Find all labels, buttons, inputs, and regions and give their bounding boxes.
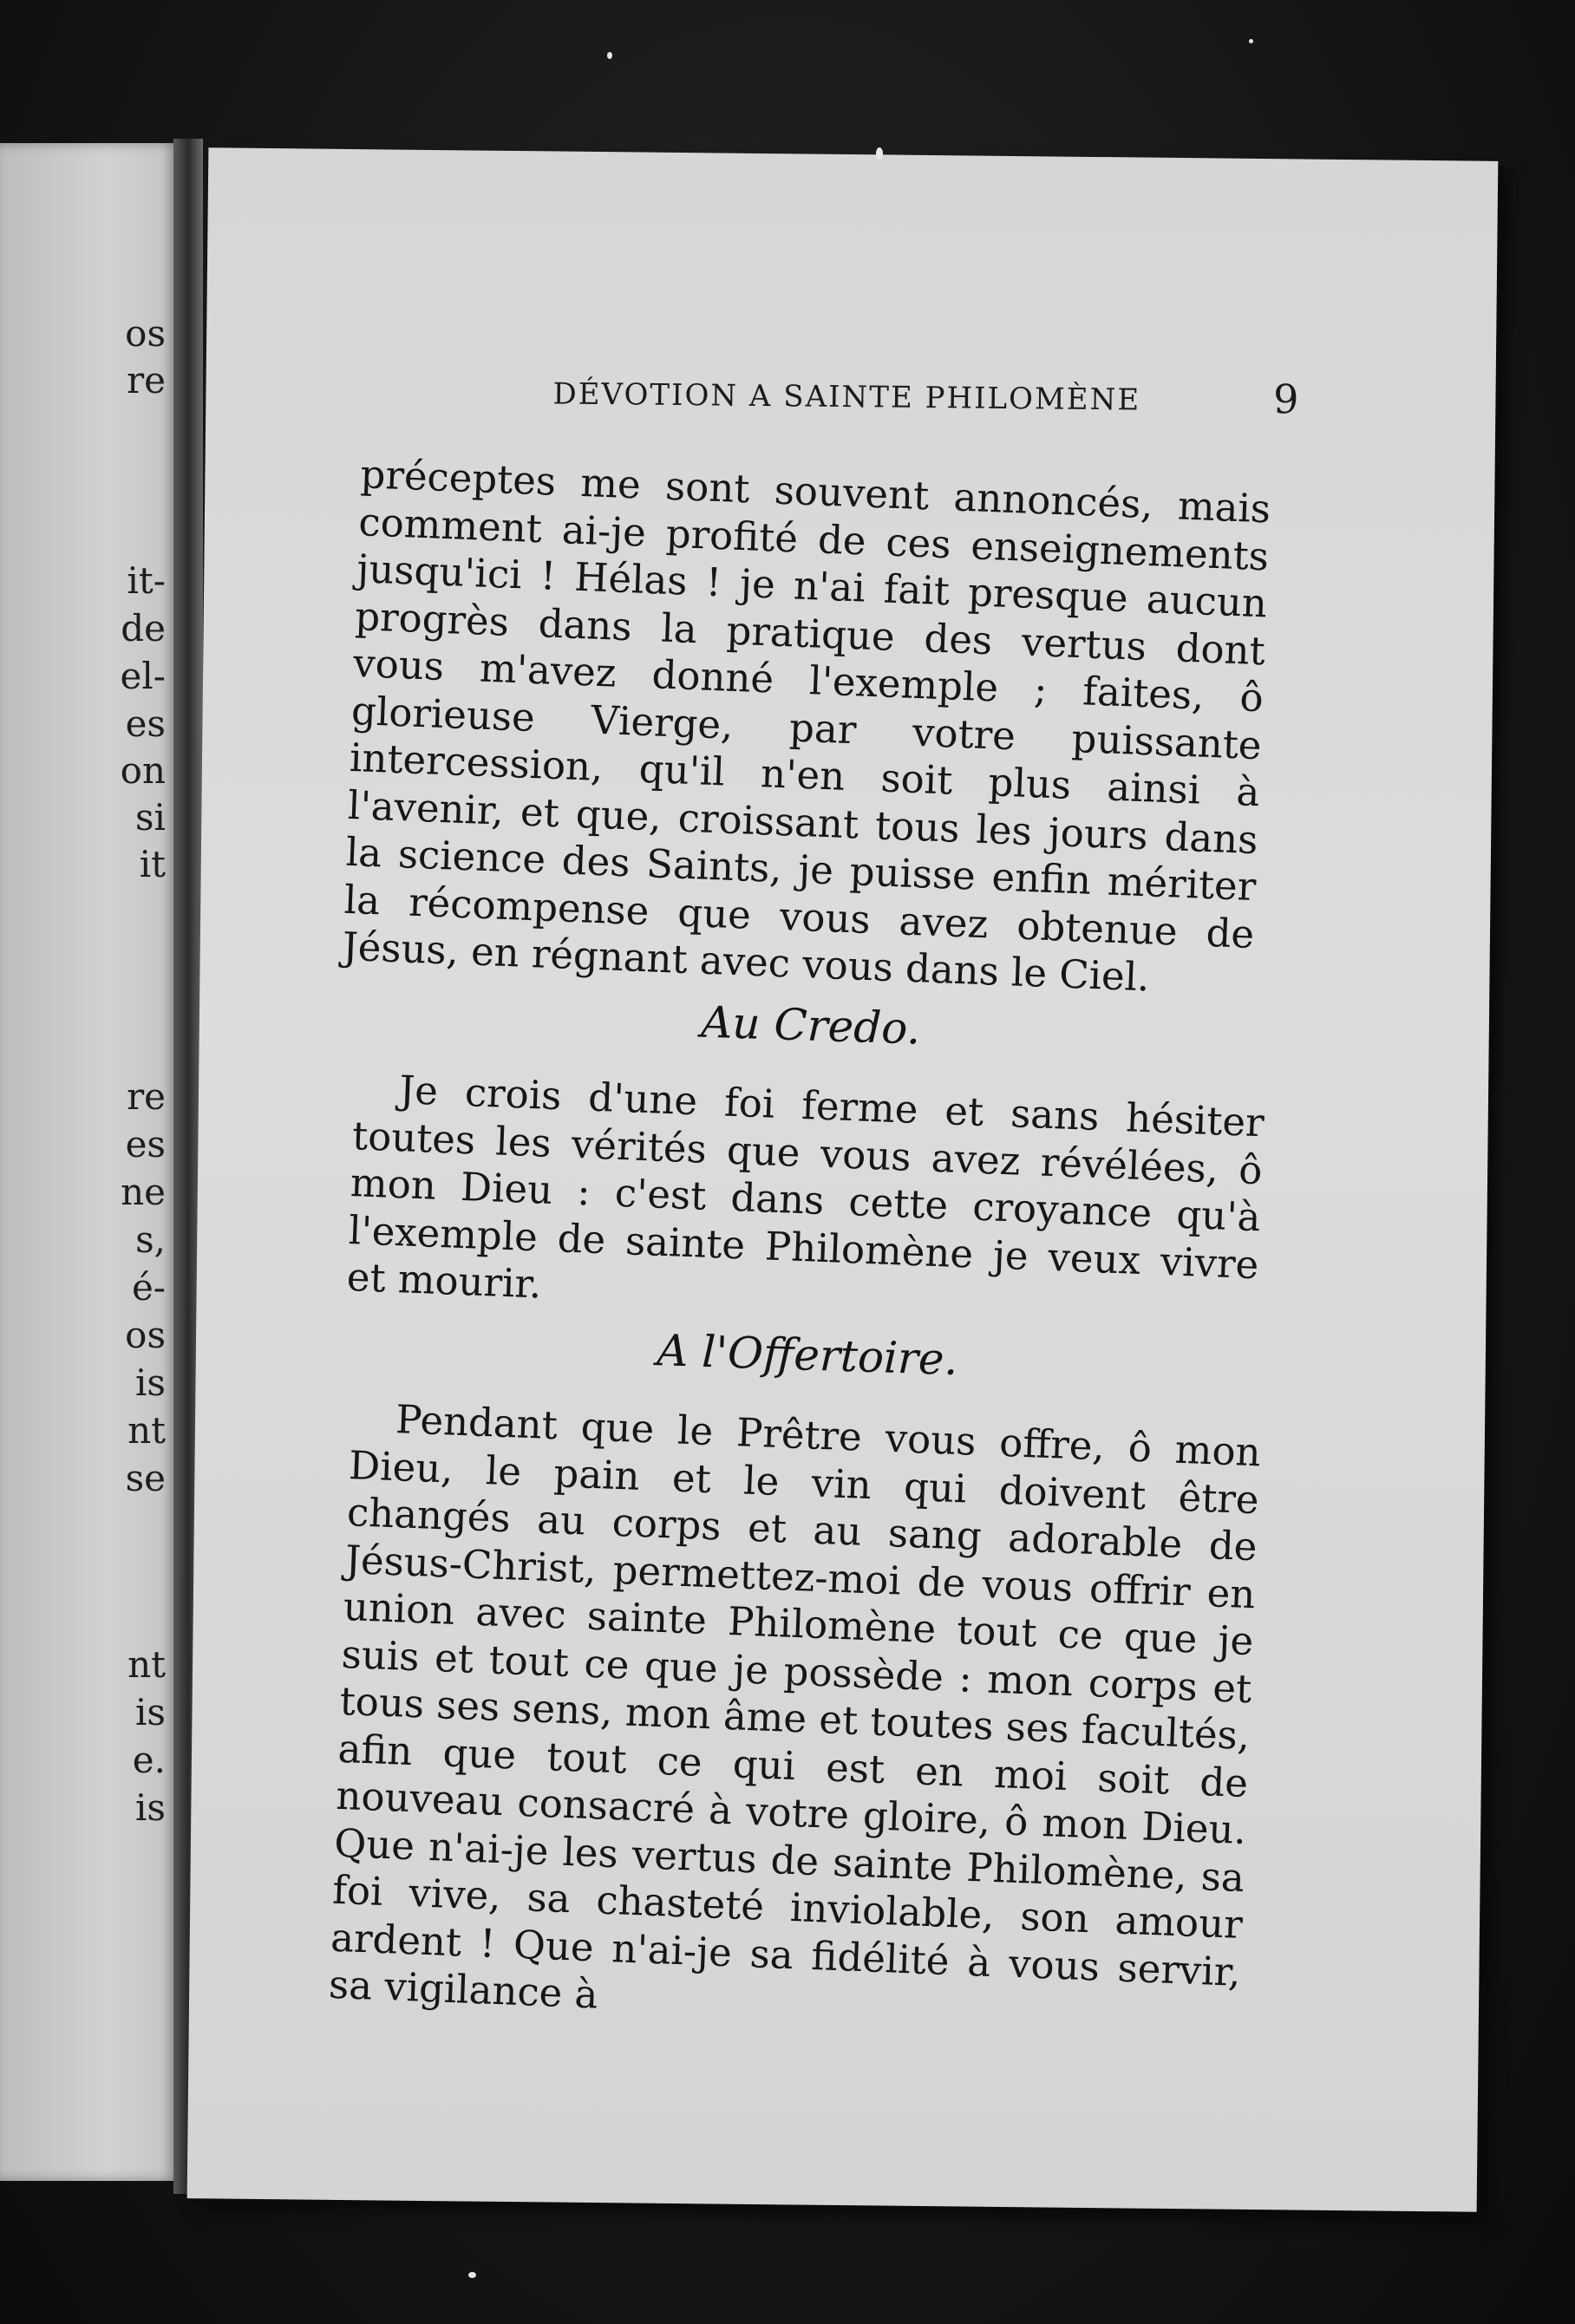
running-head: [362, 366, 1299, 445]
previous-page-text-fragment: s,: [135, 1218, 166, 1261]
section-heading-credo: Au Credo.: [700, 996, 922, 1054]
previous-page-text-fragment: si: [135, 796, 166, 839]
previous-page-text-fragment: re: [127, 359, 166, 401]
previous-page-text-fragment: on: [120, 749, 166, 792]
previous-page-text-fragment: is: [135, 1691, 166, 1733]
dust-speck: [468, 2272, 476, 2278]
previous-page-text-fragment: re: [127, 1075, 166, 1118]
page-content: [328, 366, 1299, 2018]
previous-page-text-fragment: nt: [127, 1409, 166, 1452]
previous-page-text-fragment: os: [125, 1314, 166, 1356]
previous-page-text-fragment: it: [139, 843, 166, 885]
dust-speck: [607, 52, 612, 59]
previous-page-text-fragment: e.: [132, 1739, 166, 1781]
previous-page-text-fragment: é-: [131, 1266, 166, 1309]
previous-page-text-fragment: it-: [127, 559, 166, 602]
previous-page-text-fragment: es: [125, 1123, 166, 1165]
previous-page-text-fragment: se: [125, 1457, 166, 1499]
paragraph-offertoire: Pendant que le Prêtre vous offre, ô mon Dieu, le pain et le vin qui doivent être changés au corps et au sang adorable de Jésus-Christ, permettez-moi de vous offrir en union avec sainte Philomène tout ce que je suis et tout ce que je possède : mon corps et tous ses sens, mon âme et toutes ses facultés, afin que tout ce qui est en moi soit de nouveau consacré à votre gloire, ô mon Dieu. Que n'ai-je les vertus de sainte Philomène, sa foi vive, sa chasteté inviolable, son amour ardent ! Que n'ai-je sa fidélité à vous servir, sa vigilance à: [328, 1396, 1262, 2018]
dust-speck: [876, 147, 883, 160]
book-page: [187, 147, 1499, 2211]
previous-page-text-fragment: ne: [121, 1171, 166, 1213]
page-number: 9: [1272, 375, 1299, 423]
previous-page-text-fragment: de: [121, 607, 166, 650]
running-title: DÉVOTION A SAINTE PHILOMÈNE: [552, 376, 1141, 418]
previous-page-text-fragment: os: [125, 312, 166, 355]
paragraph-credo: Je crois d'une foi ferme et sans hésiter toutes les vérités que vous avez révélées, ô mon Dieu : c'est dans cette croyance qu'à l'exemple de sainte Philomène je veux vivre et mourir.: [345, 1066, 1265, 1308]
previous-page-text-fragment: es: [125, 702, 166, 745]
dust-speck: [1249, 39, 1253, 43]
previous-page-text-fragment: is: [135, 1786, 166, 1829]
paragraph-continuation: préceptes me sont souvent annoncés, mais comment ai-je profité de ces enseignements jusqu'ici ! Hélas ! je n'ai fait presque aucun progrès dans la pratique des vertus dont vous m'avez donné l'exemple ; faites, ô glorieuse Vierge, par votre puissante intercession, qu'il n'en soit plus ainsi à l'avenir, et que, croissant tous les jours dans la science des Saints, je puisse enfin mériter la récompense que vous avez obtenue de Jésus, en régnant avec vous dans le Ciel.: [341, 451, 1271, 1001]
section-heading-offertoire: A l'Offertoire.: [656, 1325, 959, 1386]
previous-page-text-fragment: el-: [120, 655, 166, 697]
previous-page-text-fragment: nt: [127, 1643, 166, 1686]
previous-page-fragment: [0, 143, 178, 2181]
previous-page-text-fragment: is: [135, 1361, 166, 1404]
